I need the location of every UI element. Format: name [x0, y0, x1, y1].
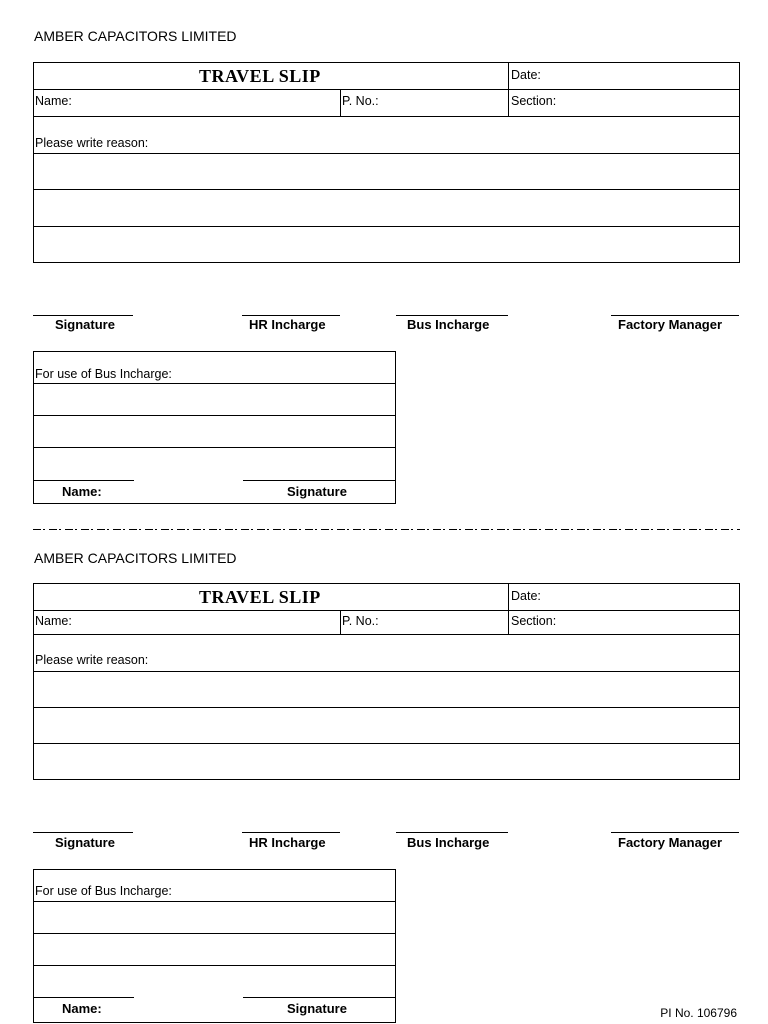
reason-line-1 — [34, 671, 739, 672]
cut-line-divider — [0, 529, 768, 530]
bus-box-label: For use of Bus Incharge: — [35, 884, 172, 898]
slip-form-table — [33, 62, 740, 263]
bus-incharge-box — [33, 869, 396, 1023]
name-label: Name: — [35, 614, 72, 628]
pi-number: PI No. 106796 — [660, 1006, 737, 1020]
pno-label: P. No.: — [342, 614, 379, 628]
reason-line-2 — [34, 707, 739, 708]
section-label: Section: — [511, 614, 557, 628]
pno-label: P. No.: — [342, 94, 379, 108]
signature-label: Signature — [55, 317, 115, 332]
bus-box-signature-label: Signature — [287, 484, 347, 499]
reason-line-2 — [34, 189, 739, 190]
reason-line-1 — [34, 153, 739, 154]
factory-manager-label: Factory Manager — [618, 317, 723, 332]
section-label: Section: — [511, 94, 557, 108]
hr-incharge-label: HR Incharge — [249, 317, 326, 332]
slip-title: TRAVEL SLIP — [199, 587, 321, 607]
bus-incharge-label: Bus Incharge — [407, 317, 490, 332]
bus-incharge-box — [33, 351, 396, 504]
reason-label: Please write reason: — [35, 136, 149, 150]
reason-label: Please write reason: — [35, 653, 149, 667]
factory-manager-label: Factory Manager — [618, 835, 723, 850]
bus-box-signature-label: Signature — [287, 1001, 347, 1016]
slip-title: TRAVEL SLIP — [199, 66, 321, 86]
bus-incharge-label: Bus Incharge — [407, 835, 490, 850]
bus-box-name-label: Name: — [62, 484, 102, 499]
slip-form-table — [33, 583, 740, 780]
bus-box-label: For use of Bus Incharge: — [35, 367, 172, 381]
reason-line-3 — [34, 743, 739, 744]
hr-incharge-label: HR Incharge — [249, 835, 326, 850]
company-name: AMBER CAPACITORS LIMITED — [34, 28, 237, 44]
company-name: AMBER CAPACITORS LIMITED — [34, 550, 237, 566]
bus-box-name-label: Name: — [62, 1001, 102, 1016]
date-label: Date: — [511, 589, 541, 603]
signature-label: Signature — [55, 835, 115, 850]
date-label: Date: — [511, 68, 541, 82]
reason-line-3 — [34, 226, 739, 227]
name-label: Name: — [35, 94, 72, 108]
